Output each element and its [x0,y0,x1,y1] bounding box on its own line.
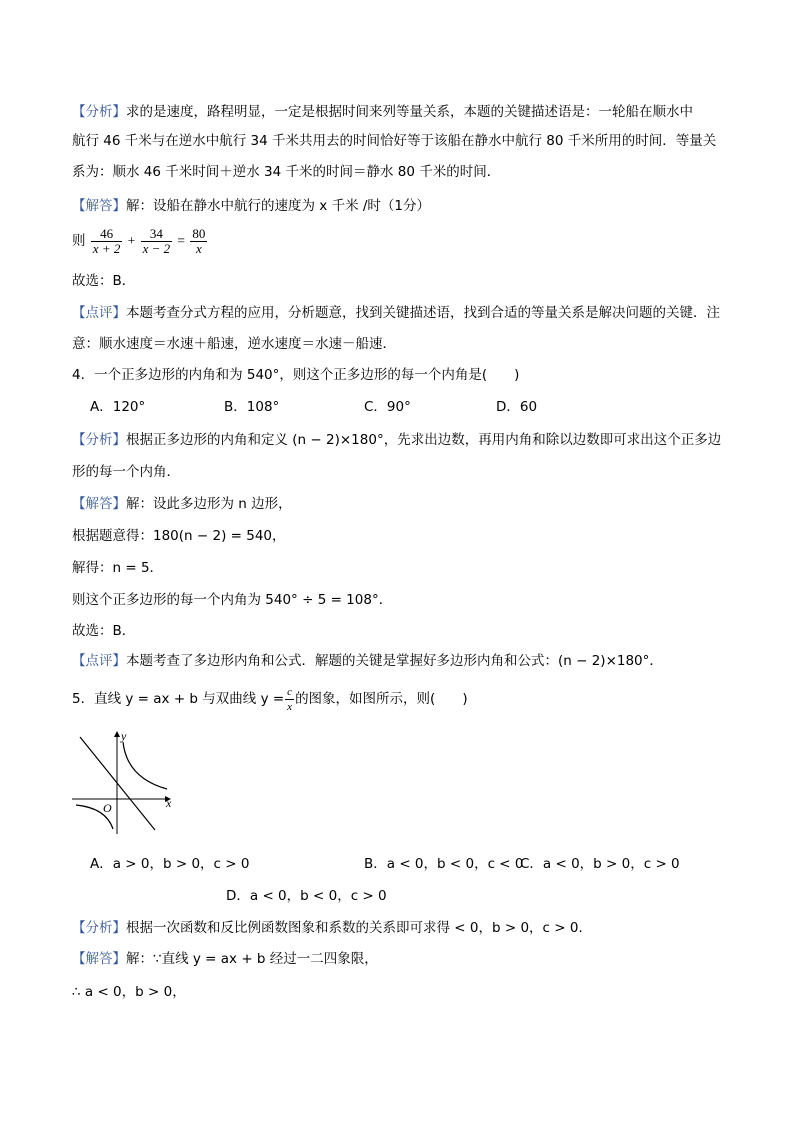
comment-label: 【点评】 [72,653,126,669]
q5-stem-fraction: $\frac{c}{x}$ [287,685,293,713]
q5-graph-figure [70,728,180,840]
q4-analysis-line-2: 形的每一个内角． [72,464,180,480]
q4-analysis-line-1 [72,430,721,450]
q5-option-d: D．a < 0，b < 0，c > 0 [226,888,387,904]
q4-option-c: C．90° [364,399,411,415]
q3-analysis-line-1 [72,102,693,122]
analysis-label: 【分析】 [72,104,126,120]
q3-analysis-text-1: 求的是速度，路程明显，一定是根据时间来列等量关系，本题的关键描述语是：一轮船在顺水中 [126,104,693,120]
q3-analysis-line-2: 航行 46 千米与在逆水中航行 34 千米共用去的时间恰好等于该船在静水中航行 80 千米所用的时间．等量关 [72,133,717,149]
answer-label: 【解答】 [72,198,126,214]
q5-stem [72,684,468,714]
q5-answer-line-2: ∴ a < 0，b > 0， [72,984,186,1000]
q4-comment-text-1: 本题考查了多边形内角和公式．解题的关键是掌握好多边形内角和公式：(n − 2)×180°． [126,653,663,669]
q3-choose: 故选：B． [72,273,136,289]
analysis-label: 【分析】 [72,920,126,936]
q5-option-b: B．a < 0，b < 0，c < 0 [364,856,524,872]
answer-label: 【解答】 [72,951,126,967]
q4-analysis-text-1: 根据正多边形的内角和定义 (n − 2)×180°，先求出边数，再用内角和除以边数即可求出这个正多边 [126,432,722,448]
fraction-46: $\frac{46}{x + 2}$ [92,225,121,256]
q4-comment-line-1 [72,651,663,671]
x-axis-label: x [166,796,172,810]
q4-answer-text-1: 解：设此多边形为 n 边形， [126,496,292,512]
analysis-label: 【分析】 [72,432,126,448]
equation-prefix: 则 [72,233,86,249]
q3-comment-line-1 [72,303,720,323]
q5-option-c: C．a < 0，b > 0，c > 0 [520,856,680,872]
comment-label: 【点评】 [72,305,126,321]
fraction-80: $\frac{80}{x}$ [192,225,206,256]
fraction-34: $\frac{34}{x - 2}$ [142,225,171,256]
q4-answer-line-2: 根据题意得：180(n − 2) = 540， [72,528,286,544]
q5-answer-line-1 [72,949,378,969]
origin-label: O [103,801,112,815]
q3-comment-text-1: 本题考查分式方程的应用，分析题意，找到关键描述语，找到合适的等量关系是解决问题的关键．注 [126,305,720,321]
q4-stem: 4．一个正多边形的内角和为 540°，则这个正多边形的每一个内角是( ) [72,367,520,383]
q3-comment-line-2: 意：顺水速度＝水速＋船速，逆水速度＝水速－船速． [72,336,396,352]
q4-option-b: B．108° [224,399,280,415]
q3-answer-text-1: 解：设船在静水中航行的速度为 x 千米 /时（1分） [126,198,430,214]
q5-stem-part-b: 的图象，如图所示，则( ) [295,691,468,707]
q5-answer-text-1: 解：∵直线 y = ax + b 经过一二四象限， [126,951,378,967]
q4-answer-line-3: 解得：n = 5． [72,560,164,576]
q5-analysis-line-1 [72,918,592,938]
hyperbola-branch-upper [123,742,167,789]
q5-analysis-text-1: 根据一次函数和反比例函数图象和系数的关系即可求得 < 0，b > 0，c > 0． [126,920,592,936]
plus-sign: + [127,233,136,248]
q4-option-a: A．120° [90,399,146,415]
equals-sign: = [177,233,186,248]
y-axis-label: y [121,729,127,743]
answer-label: 【解答】 [72,496,126,512]
q4-option-d: D．60 [496,399,538,415]
q3-analysis-line-3: 系为：顺水 46 千米时间＋逆水 34 千米的时间＝静水 80 千米的时间． [72,164,501,180]
q3-answer-line-1 [72,196,430,216]
q5-stem-part-a: 5．直线 y = ax + b 与双曲线 y = [72,691,285,707]
q3-equation [72,224,208,258]
q4-answer-line-1 [72,494,292,514]
q4-answer-line-4: 则这个正多边形的每一个内角为 540° ÷ 5 = 108°． [72,592,393,608]
q4-choose: 故选：B． [72,623,136,639]
q5-option-a: A．a > 0，b > 0，c > 0 [90,856,250,872]
